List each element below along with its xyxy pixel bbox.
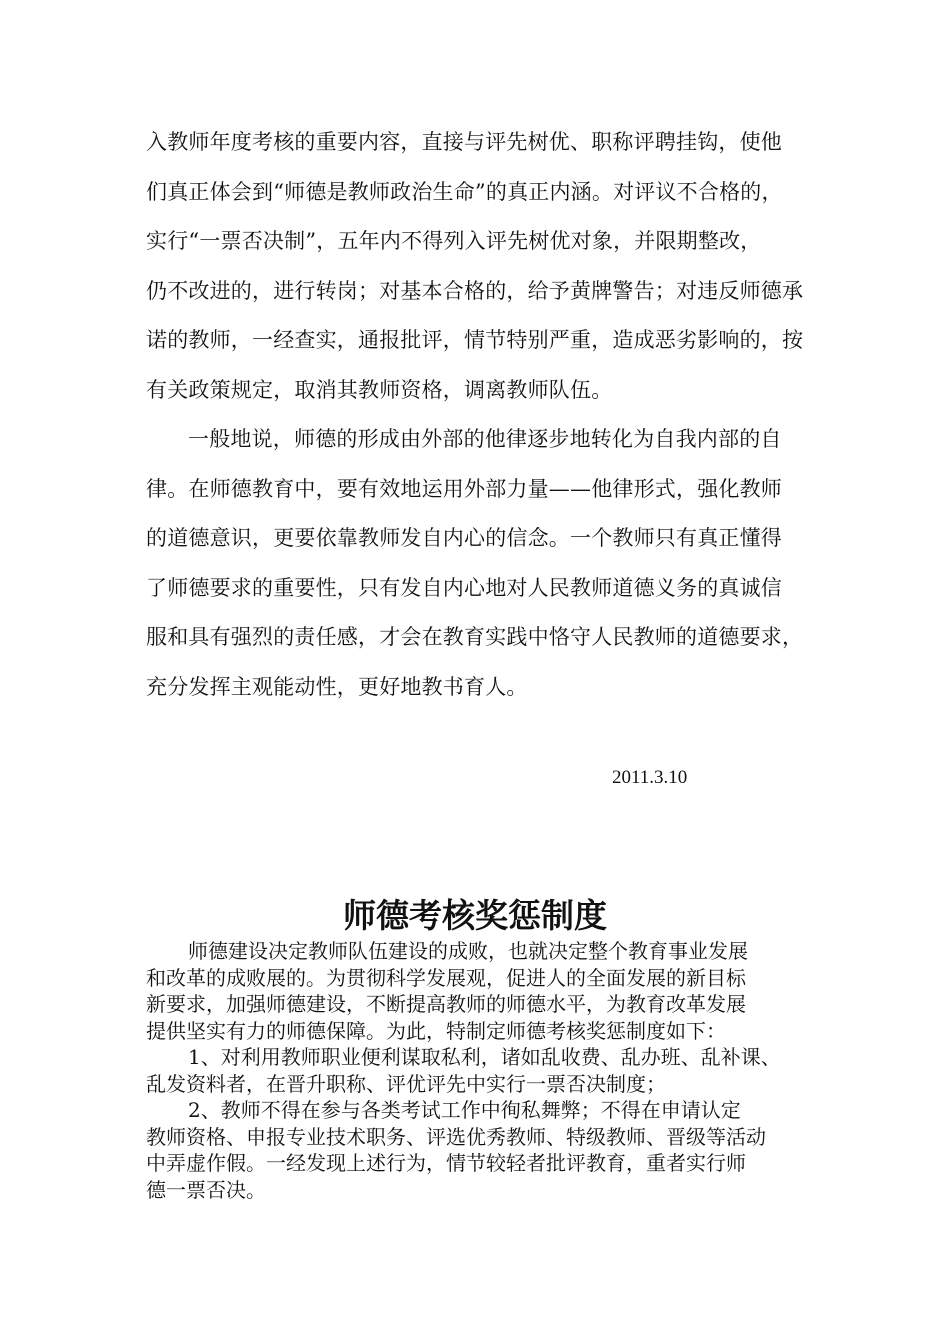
text-line: 的道德意识，更要依靠教师发自内心的信念。一个教师只有真正懂得 <box>146 526 782 550</box>
text-line: 律。在师德教育中，要有效地运用外部力量——他律形式，强化教师 <box>146 476 782 501</box>
text-line: 提供坚实有力的师德保障。为此，特制定师德考核奖惩制度如下： <box>146 1018 726 1043</box>
text-line: 们真正体会到“师德是教师政治生命”的真正内涵。对评议不合格的， <box>146 179 783 204</box>
text-line: 教师资格、申报专业技术职务、评选优秀教师、特级教师、晋级等活动 <box>146 1124 766 1149</box>
text-line: 和改革的成败展的。为贯彻科学发展观，促进人的全面发展的新目标 <box>146 965 746 990</box>
text-line: 一般地说，师德的形成由外部的他律逐步地转化为自我内部的自 <box>188 427 782 451</box>
previous-section-text <box>146 118 816 712</box>
text-line: 中弄虚作假。一经发现上述行为，情节较轻者批评教育，重者实行师 <box>146 1151 746 1175</box>
text-line: 仍不改进的，进行转岗；对基本合格的，给予黄牌警告；对违反师德承 <box>146 278 804 303</box>
document-date: 2011.3.10 <box>612 767 688 788</box>
section-title: 师德考核奖惩制度 <box>343 896 607 935</box>
text-line: 诺的教师，一经查实，通报批评，情节特别严重，造成恶劣影响的，按 <box>146 328 804 352</box>
text-line: 新要求，加强师德建设，不断提高教师的师德水平，为教育改革发展 <box>146 992 746 1016</box>
text-line: 1、对利用教师职业便利谋取私利，诸如乱收费、乱办班、乱补课、 <box>188 1045 781 1069</box>
text-line: 实行“一票否决制”，五年内不得列入评先树优对象，并限期整改， <box>146 229 762 253</box>
text-line: 师德建设决定教师队伍建设的成败，也就决定整个教育事业发展 <box>188 939 748 963</box>
text-line: 有关政策规定，取消其教师资格，调离教师队伍。 <box>146 377 613 402</box>
text-line: 充分发挥主观能动性，更好地教书育人。 <box>146 674 528 699</box>
text-line: 德一票否决。 <box>146 1177 266 1202</box>
section-body <box>146 938 816 1203</box>
text-line: 了师德要求的重要性，只有发自内心地对人民教师道德义务的真诚信 <box>146 575 782 600</box>
text-line: 乱发资料者，在晋升职称、评优评先中实行一票否决制度； <box>146 1071 666 1096</box>
text-line: 服和具有强烈的责任感，才会在教育实践中恪守人民教师的道德要求， <box>146 625 804 649</box>
text-line: 入教师年度考核的重要内容，直接与评先树优、职称评聘挂钩，使他 <box>146 130 782 154</box>
text-line: 2、教师不得在参与各类考试工作中徇私舞弊；不得在申请认定 <box>188 1098 741 1122</box>
